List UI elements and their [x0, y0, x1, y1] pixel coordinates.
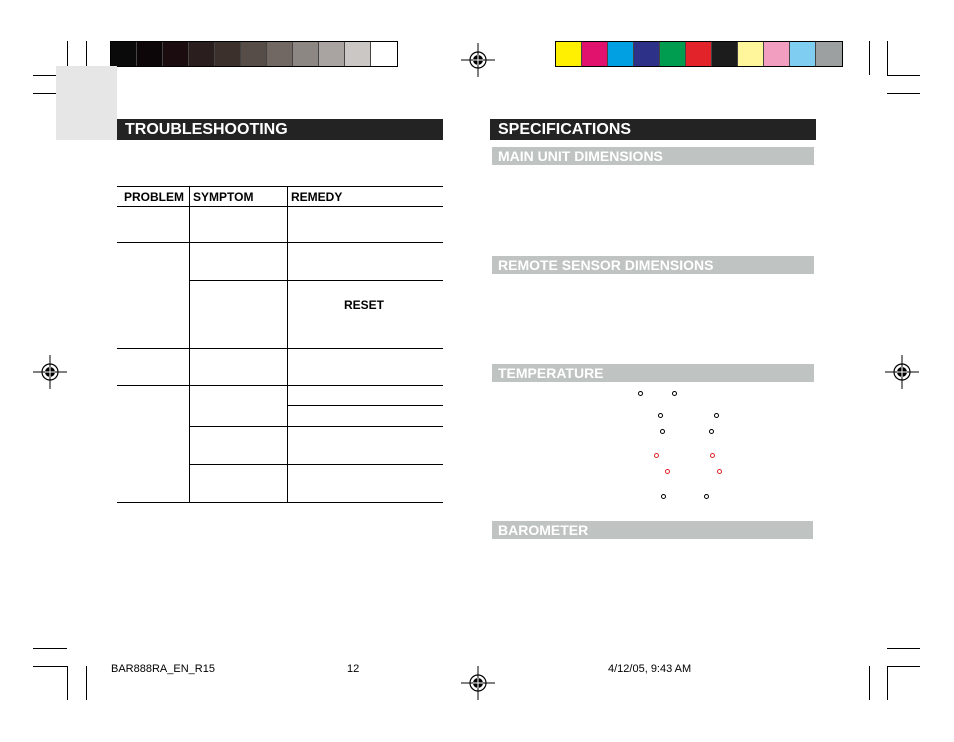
color-swatch — [137, 42, 163, 66]
degree-symbol — [658, 413, 663, 418]
crop-mark — [869, 666, 870, 700]
footer-filename: BAR888RA_EN_R15 — [111, 663, 215, 675]
color-swatch — [738, 42, 764, 66]
table-rule — [189, 426, 443, 427]
table-rule — [117, 502, 443, 503]
registration-target-icon — [33, 355, 67, 389]
table-column-rule — [287, 186, 288, 502]
troubleshooting-heading: TROUBLESHOOTING — [117, 119, 443, 140]
grayscale-color-bar — [110, 41, 398, 67]
crop-mark — [33, 666, 67, 667]
table-rule — [189, 280, 443, 281]
table-rule — [287, 405, 443, 406]
color-swatch — [241, 42, 267, 66]
color-swatch — [189, 42, 215, 66]
table-header-problem: PROBLEM — [124, 190, 184, 204]
barometer-heading: BAROMETER — [492, 521, 813, 539]
crop-mark — [67, 666, 68, 700]
crop-mark — [869, 41, 870, 75]
color-swatch — [608, 42, 634, 66]
table-column-rule — [189, 186, 190, 502]
degree-symbol — [661, 494, 666, 499]
degree-symbol — [704, 494, 709, 499]
registration-target-icon — [461, 666, 495, 700]
crop-mark — [887, 666, 888, 700]
color-swatch — [790, 42, 816, 66]
color-swatch — [634, 42, 660, 66]
degree-symbol — [672, 391, 677, 396]
color-swatch — [111, 42, 137, 66]
color-swatch — [371, 42, 397, 66]
color-swatch — [267, 42, 293, 66]
color-swatch — [293, 42, 319, 66]
table-header-remedy: REMEDY — [291, 190, 343, 204]
color-swatch — [556, 42, 582, 66]
crop-mark — [887, 93, 920, 94]
color-swatch — [163, 42, 189, 66]
color-swatch — [816, 42, 842, 66]
table-rule — [117, 242, 443, 243]
crop-mark — [887, 75, 920, 76]
crop-mark — [33, 648, 67, 649]
footer-datetime: 4/12/05, 9:43 AM — [608, 663, 692, 675]
color-swatch — [764, 42, 790, 66]
remedy-reset-keyword: RESET — [344, 298, 385, 312]
color-swatch — [660, 42, 686, 66]
process-color-bar — [555, 41, 843, 67]
crop-mark — [86, 666, 87, 700]
degree-symbol — [717, 469, 722, 474]
degree-symbol — [660, 429, 665, 434]
degree-symbol — [654, 453, 659, 458]
color-swatch — [319, 42, 345, 66]
crop-mark — [887, 666, 920, 667]
color-swatch — [215, 42, 241, 66]
degree-symbol — [709, 429, 714, 434]
table-rule — [117, 348, 443, 349]
crop-mark — [887, 648, 920, 649]
color-swatch — [686, 42, 712, 66]
table-rule — [117, 206, 443, 207]
color-swatch — [345, 42, 371, 66]
footer-page-number: 12 — [347, 663, 360, 675]
table-rule — [189, 464, 443, 465]
table-header-symptom: SYMPTOM — [193, 190, 254, 204]
crop-mark — [887, 41, 888, 75]
specifications-heading: SPECIFICATIONS — [490, 119, 816, 140]
degree-symbol — [665, 469, 670, 474]
degree-symbol — [710, 453, 715, 458]
main-unit-dimensions-heading: MAIN UNIT DIMENSIONS — [492, 147, 814, 165]
color-swatch — [582, 42, 608, 66]
temperature-heading: TEMPERATURE — [492, 364, 814, 382]
registration-target-icon — [885, 355, 919, 389]
degree-symbol — [714, 413, 719, 418]
page-tab — [56, 66, 117, 140]
table-rule — [117, 385, 443, 386]
degree-symbol — [638, 391, 643, 396]
table-rule — [117, 186, 443, 187]
color-swatch — [712, 42, 738, 66]
registration-target-icon — [461, 43, 495, 77]
remote-sensor-dimensions-heading: REMOTE SENSOR DIMENSIONS — [492, 256, 814, 274]
